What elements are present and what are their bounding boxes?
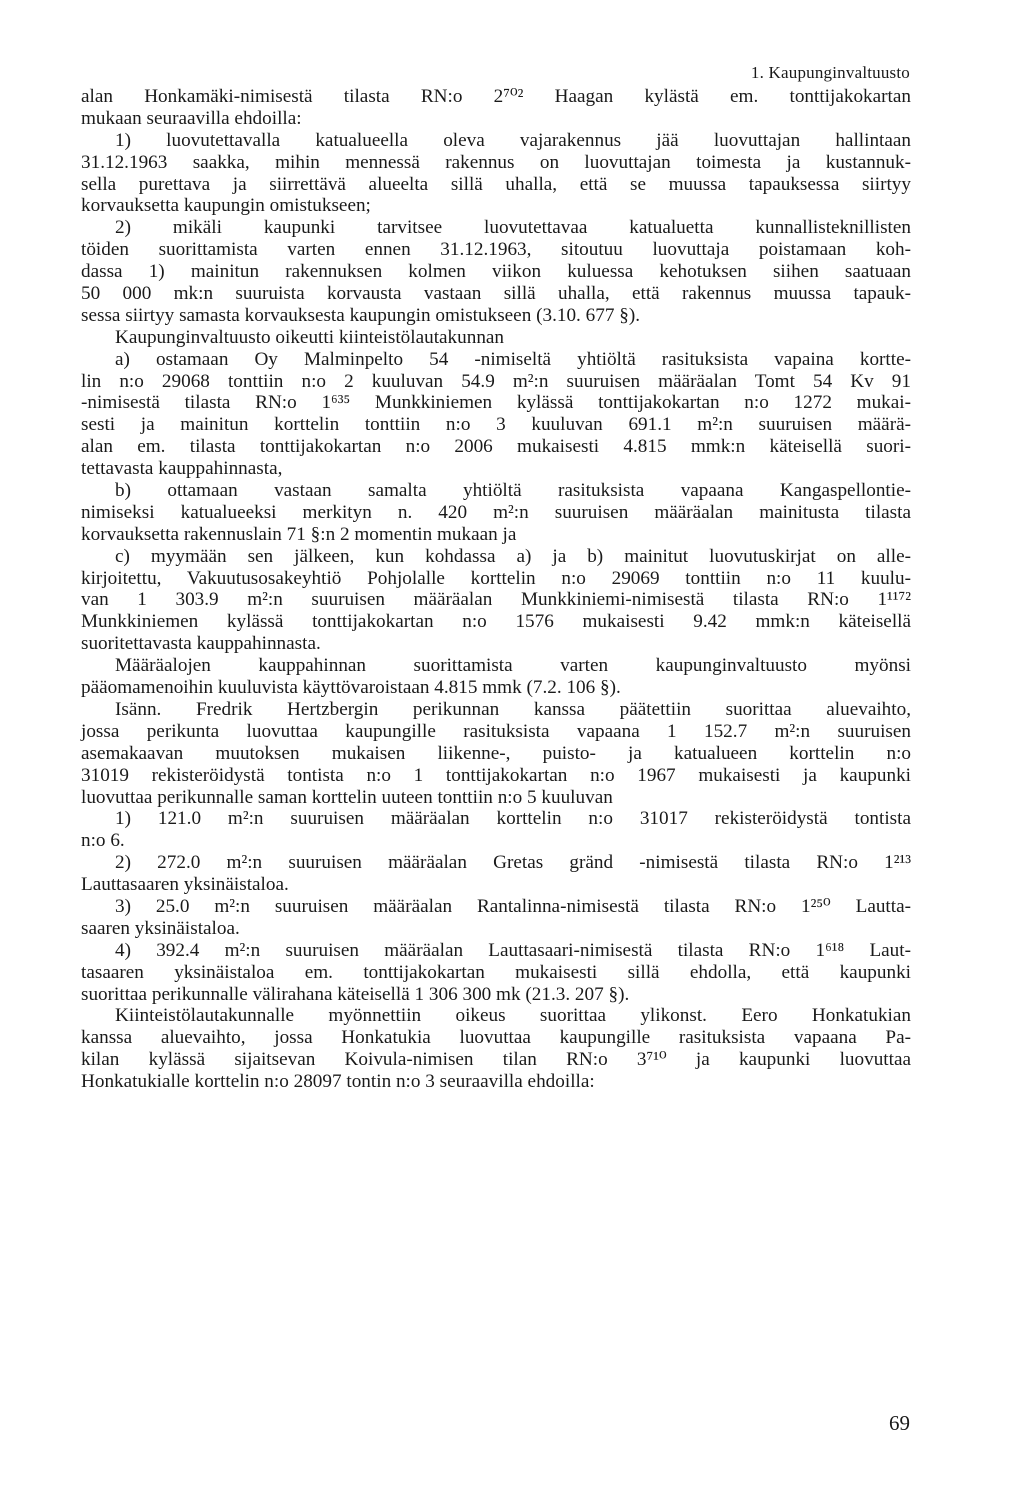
text-line: kilan kylässä sijaitsevan Koivula-nimisen tilan RN:o 3⁷¹⁰ ja kaupunki luovuttaa xyxy=(81,1049,911,1071)
text-line: 31.12.1963 saakka, mihin mennessä rakennus on luovuttajan toimesta ja kustannuk- xyxy=(81,151,911,173)
text-line: sella purettava ja siirrettävä alueelta sillä uhalla, että se muussa tapauksessa siirtyy xyxy=(81,173,911,195)
text-line: Honkatukialle korttelin n:o 28097 tontin n:o 3 seuraavilla ehdoilla: xyxy=(81,1071,595,1093)
text-line: van 1 303.9 m²:n suuruisen määräalan Munkkiniemi-nimisestä tilasta RN:o 1¹¹⁷² xyxy=(81,589,911,611)
text-line: alan Honkamäki-nimisestä tilasta RN:o 2⁷⁰² Haagan kylästä em. tonttijakokartan xyxy=(81,86,911,107)
text-line: 1) luovutettavalla katualueella oleva vajarakennus jää luovuttajan hallintaan xyxy=(115,129,911,151)
text-line: Lauttasaaren yksinäistaloa. xyxy=(81,874,289,896)
page-number: 69 xyxy=(889,1411,910,1435)
text-line: luovuttaa perikunnalle saman korttelin uuteen tonttiin n:o 5 kuuluvan xyxy=(81,786,613,808)
text-line: c) myymään sen jälkeen, kun kohdassa a) ja b) mainitut luovutuskirjat on alle- xyxy=(115,545,911,567)
text-line: kanssa aluevaihto, jossa Honkatukia luovuttaa kaupungille rasituksista vapaana Pa- xyxy=(81,1027,911,1049)
text-line: Kaupunginvaltuusto oikeutti kiinteistölautakunnan xyxy=(115,326,505,348)
text-line: lin n:o 29068 tonttiin n:o 2 kuuluvan 54.9 m²:n suuruisen määräalan Tomt 54 Kv 91 xyxy=(81,370,911,392)
text-line: b) ottamaan vastaan samalta yhtiöltä rasituksista vapaana Kangaspellontie- xyxy=(115,480,911,502)
text-line: 2) 272.0 m²:n suuruisen määräalan Gretas gränd -nimisestä tilasta RN:o 1²¹³ xyxy=(115,852,911,874)
text-line: Kiinteistölautakunnalle myönnettiin oikeus suorittaa ylikonst. Eero Honkatukian xyxy=(115,1005,911,1027)
text-line: dassa 1) mainitun rakennuksen kolmen viikon kuluessa kehotuksen siihen saatuaan xyxy=(81,261,911,283)
body-text xyxy=(81,86,911,1093)
text-line: Määräalojen kauppahinnan suorittamista varten kaupunginvaltuusto myönsi xyxy=(115,655,911,677)
text-line: suorittaa perikunnalle välirahana käteisellä 1 306 300 mk (21.3. 207 §). xyxy=(81,983,630,1005)
text-line: 4) 392.4 m²:n suuruisen määräalan Lauttasaari-nimisestä tilasta RN:o 1⁶¹⁸ Laut- xyxy=(115,939,911,961)
text-line: suoritettavasta kauppahinnasta. xyxy=(81,633,321,655)
text-line: 50 000 mk:n suuruista korvausta vastaan sillä uhalla, että rakennus muussa tapauk- xyxy=(81,283,911,305)
text-line: nimiseksi katualueeksi merkityn n. 420 m²:n suuruisen määräalan mainitusta tilasta xyxy=(81,501,911,523)
text-line: Isänn. Fredrik Hertzbergin perikunnan kanssa päätettiin suorittaa aluevaihto, xyxy=(115,698,911,720)
text-line: alan em. tilasta tonttijakokartan n:o 2006 mukaisesti 4.815 mmk:n käteisellä suori- xyxy=(81,436,911,458)
text-line: sessa siirtyy samasta korvauksesta kaupungin omistukseen (3.10. 677 §). xyxy=(81,304,641,326)
text-line: a) ostamaan Oy Malminpelto 54 -nimiseltä yhtiöltä rasituksista vapaina kortte- xyxy=(115,348,911,370)
text-line: 3) 25.0 m²:n suuruisen määräalan Rantalinna-nimisestä tilasta RN:o 1²⁵⁰ Lautta- xyxy=(115,895,911,917)
text-line: asemakaavan muutoksen mukaisen liikenne-, puisto- ja katualueen korttelin n:o xyxy=(81,742,911,764)
text-line: mukaan seuraavilla ehdoilla: xyxy=(81,107,302,129)
text-line: tettavasta kauppahinnasta, xyxy=(81,458,283,480)
text-line: 31019 rekisteröidystä tontista n:o 1 tonttijakokartan n:o 1967 mukaisesti ja kaupunki xyxy=(81,764,911,786)
text-line: jossa perikunta luovuttaa kaupungille rasituksista vapaana 1 152.7 m²:n suuruisen xyxy=(81,720,911,742)
text-line: tasaaren yksinäistaloa em. tonttijakokartan mukaisesti sillä ehdolla, että kaupunki xyxy=(81,961,911,983)
text-line: -nimisestä tilasta RN:o 1⁶³⁵ Munkkiniemen kylässä tonttijakokartan n:o 1272 mukai- xyxy=(81,392,911,414)
text-line: korvauksetta kaupungin omistukseen; xyxy=(81,195,371,217)
text-line: töiden suorittamista varten ennen 31.12.1963, sitoutuu luovuttaja poistamaan koh- xyxy=(81,239,911,261)
text-line: Munkkiniemen kylässä tonttijakokartan n:o 1576 mukaisesti 9.42 mmk:n käteisellä xyxy=(81,611,911,633)
text-line: n:o 6. xyxy=(81,830,125,852)
text-line: 2) mikäli kaupunki tarvitsee luovutettavaa katualuetta kunnallisteknillisten xyxy=(115,217,911,239)
text-line: 1) 121.0 m²:n suuruisen määräalan korttelin n:o 31017 rekisteröidystä tontista xyxy=(115,808,911,830)
running-head: 1. Kaupunginvaltuusto xyxy=(750,63,910,82)
text-line: pääomamenoihin kuuluvista käyttövaroistaan 4.815 mmk (7.2. 106 §). xyxy=(81,677,621,699)
text-line: saaren yksinäistaloa. xyxy=(81,917,240,939)
text-line: korvauksetta rakennuslain 71 §:n 2 momentin mukaan ja xyxy=(81,523,517,545)
text-line: sesti ja mainitun korttelin tonttiin n:o 3 kuuluvan 691.1 m²:n suuruisen määrä- xyxy=(81,414,911,436)
text-line: kirjoitettu, Vakuutusosakeyhtiö Pohjolalle korttelin n:o 29069 tonttiin n:o 11 kuulu- xyxy=(81,567,911,589)
